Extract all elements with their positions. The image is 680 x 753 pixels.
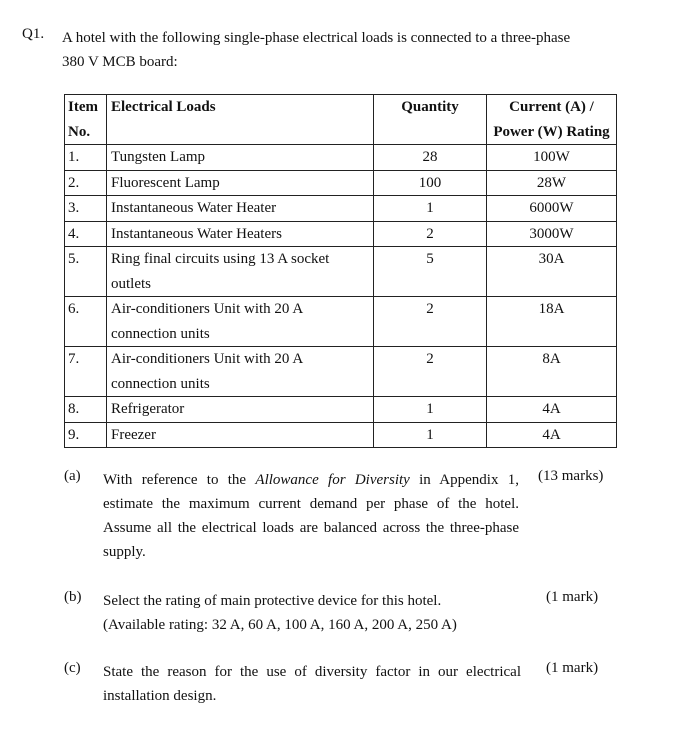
part-a-text-italic: Allowance for Diversity bbox=[255, 472, 410, 488]
rating-cell: 4A bbox=[487, 422, 617, 448]
part-a-text-pre: With reference to the bbox=[103, 472, 247, 488]
table-row bbox=[65, 397, 617, 423]
question-stem-line-1: A hotel with the following single-phase electrical loads is connected to a three-phase bbox=[62, 30, 571, 46]
rating-cell: 3000W bbox=[487, 221, 617, 247]
load-name-line-2: connection units bbox=[111, 325, 210, 342]
part-b-marks: (1 mark) bbox=[546, 589, 599, 605]
quantity-cell: 1 bbox=[374, 397, 487, 423]
item-number-cell: 1. bbox=[65, 145, 107, 171]
header-rating bbox=[487, 95, 617, 145]
table-row bbox=[65, 247, 617, 297]
item-number-cell: 2. bbox=[65, 170, 107, 196]
part-c-marks: (1 mark) bbox=[546, 660, 599, 676]
load-name-cell bbox=[107, 221, 374, 247]
table-header-row bbox=[65, 95, 617, 145]
part-c-text: State the reason for the use of diversity factor in our electrical installation design. bbox=[103, 664, 521, 704]
load-name-line-1: Fluorescent Lamp bbox=[111, 174, 220, 191]
header-item-line-2: No. bbox=[68, 123, 91, 140]
question-stem bbox=[62, 26, 652, 74]
item-number-cell: 7. bbox=[65, 347, 107, 397]
header-rating-line-2: Power (W) Rating bbox=[493, 123, 610, 140]
rating-cell: 6000W bbox=[487, 196, 617, 222]
rating-cell: 18A bbox=[487, 297, 617, 347]
table-row bbox=[65, 221, 617, 247]
rating-cell: 8A bbox=[487, 347, 617, 397]
load-name-line-1: Freezer bbox=[111, 426, 156, 443]
load-name-line-1: Instantaneous Water Heaters bbox=[111, 225, 282, 242]
quantity-cell: 5 bbox=[374, 247, 487, 297]
load-name-cell bbox=[107, 397, 374, 423]
table-row bbox=[65, 170, 617, 196]
quantity-cell: 28 bbox=[374, 145, 487, 171]
load-name-line-1: Air-conditioners Unit with 20 A bbox=[111, 301, 304, 317]
load-name-line-2: outlets bbox=[111, 275, 151, 292]
load-name-cell bbox=[107, 145, 374, 171]
question-number: Q1. bbox=[22, 26, 45, 42]
header-electrical-loads: Electrical Loads bbox=[107, 95, 374, 145]
part-a-text bbox=[103, 468, 519, 564]
load-name-cell bbox=[107, 196, 374, 222]
header-item-no bbox=[65, 95, 107, 145]
rating-cell: 30A bbox=[487, 247, 617, 297]
table-row bbox=[65, 347, 617, 397]
rating-cell: 100W bbox=[487, 145, 617, 171]
quantity-cell: 1 bbox=[374, 196, 487, 222]
load-name-line-1: Refrigerator bbox=[111, 401, 185, 417]
part-c-label: (c) bbox=[64, 660, 81, 676]
quantity-cell: 100 bbox=[374, 170, 487, 196]
table-row bbox=[65, 422, 617, 448]
question-stem-line-2: 380 V MCB board: bbox=[62, 54, 178, 70]
part-a-marks: (13 marks) bbox=[538, 468, 604, 484]
item-number-cell: 4. bbox=[65, 221, 107, 247]
part-b-line-2: (Available rating: 32 A, 60 A, 100 A, 160 A, 200 A, 250 A) bbox=[103, 617, 457, 633]
load-name-cell bbox=[107, 347, 374, 397]
part-a-label: (a) bbox=[64, 468, 81, 484]
table-row bbox=[65, 196, 617, 222]
rating-cell: 28W bbox=[487, 170, 617, 196]
load-name-line-1: Instantaneous Water Heater bbox=[111, 200, 277, 216]
load-name-cell bbox=[107, 422, 374, 448]
item-number-cell: 3. bbox=[65, 196, 107, 222]
load-name-line-1: Ring final circuits using 13 A socket bbox=[111, 251, 330, 267]
load-name-line-2: connection units bbox=[111, 375, 210, 392]
load-name-line-1: Air-conditioners Unit with 20 A bbox=[111, 351, 304, 367]
load-name-cell bbox=[107, 170, 374, 196]
load-name-cell bbox=[107, 297, 374, 347]
part-a-text-post: in Appendix 1, estimate the maximum current demand per phase of the hotel. Assume all the electrical loads are balanced across the three-phase supply. bbox=[103, 472, 520, 560]
load-name-line-1: Tungsten Lamp bbox=[111, 149, 206, 165]
header-quantity: Quantity bbox=[374, 95, 487, 145]
part-b-text bbox=[103, 589, 533, 637]
item-number-cell: 6. bbox=[65, 297, 107, 347]
quantity-cell: 2 bbox=[374, 347, 487, 397]
rating-cell: 4A bbox=[487, 397, 617, 423]
load-name-cell bbox=[107, 247, 374, 297]
part-b-label: (b) bbox=[64, 589, 82, 605]
quantity-cell: 2 bbox=[374, 221, 487, 247]
quantity-cell: 1 bbox=[374, 422, 487, 448]
table-row bbox=[65, 145, 617, 171]
quantity-cell: 2 bbox=[374, 297, 487, 347]
part-b-line-1: Select the rating of main protective device for this hotel. bbox=[103, 593, 442, 609]
header-item-line-1: Item bbox=[68, 99, 98, 115]
item-number-cell: 8. bbox=[65, 397, 107, 423]
electrical-loads-table bbox=[64, 94, 617, 448]
header-rating-line-1: Current (A) / bbox=[509, 99, 594, 115]
item-number-cell: 9. bbox=[65, 422, 107, 448]
table-row bbox=[65, 297, 617, 347]
item-number-cell: 5. bbox=[65, 247, 107, 297]
